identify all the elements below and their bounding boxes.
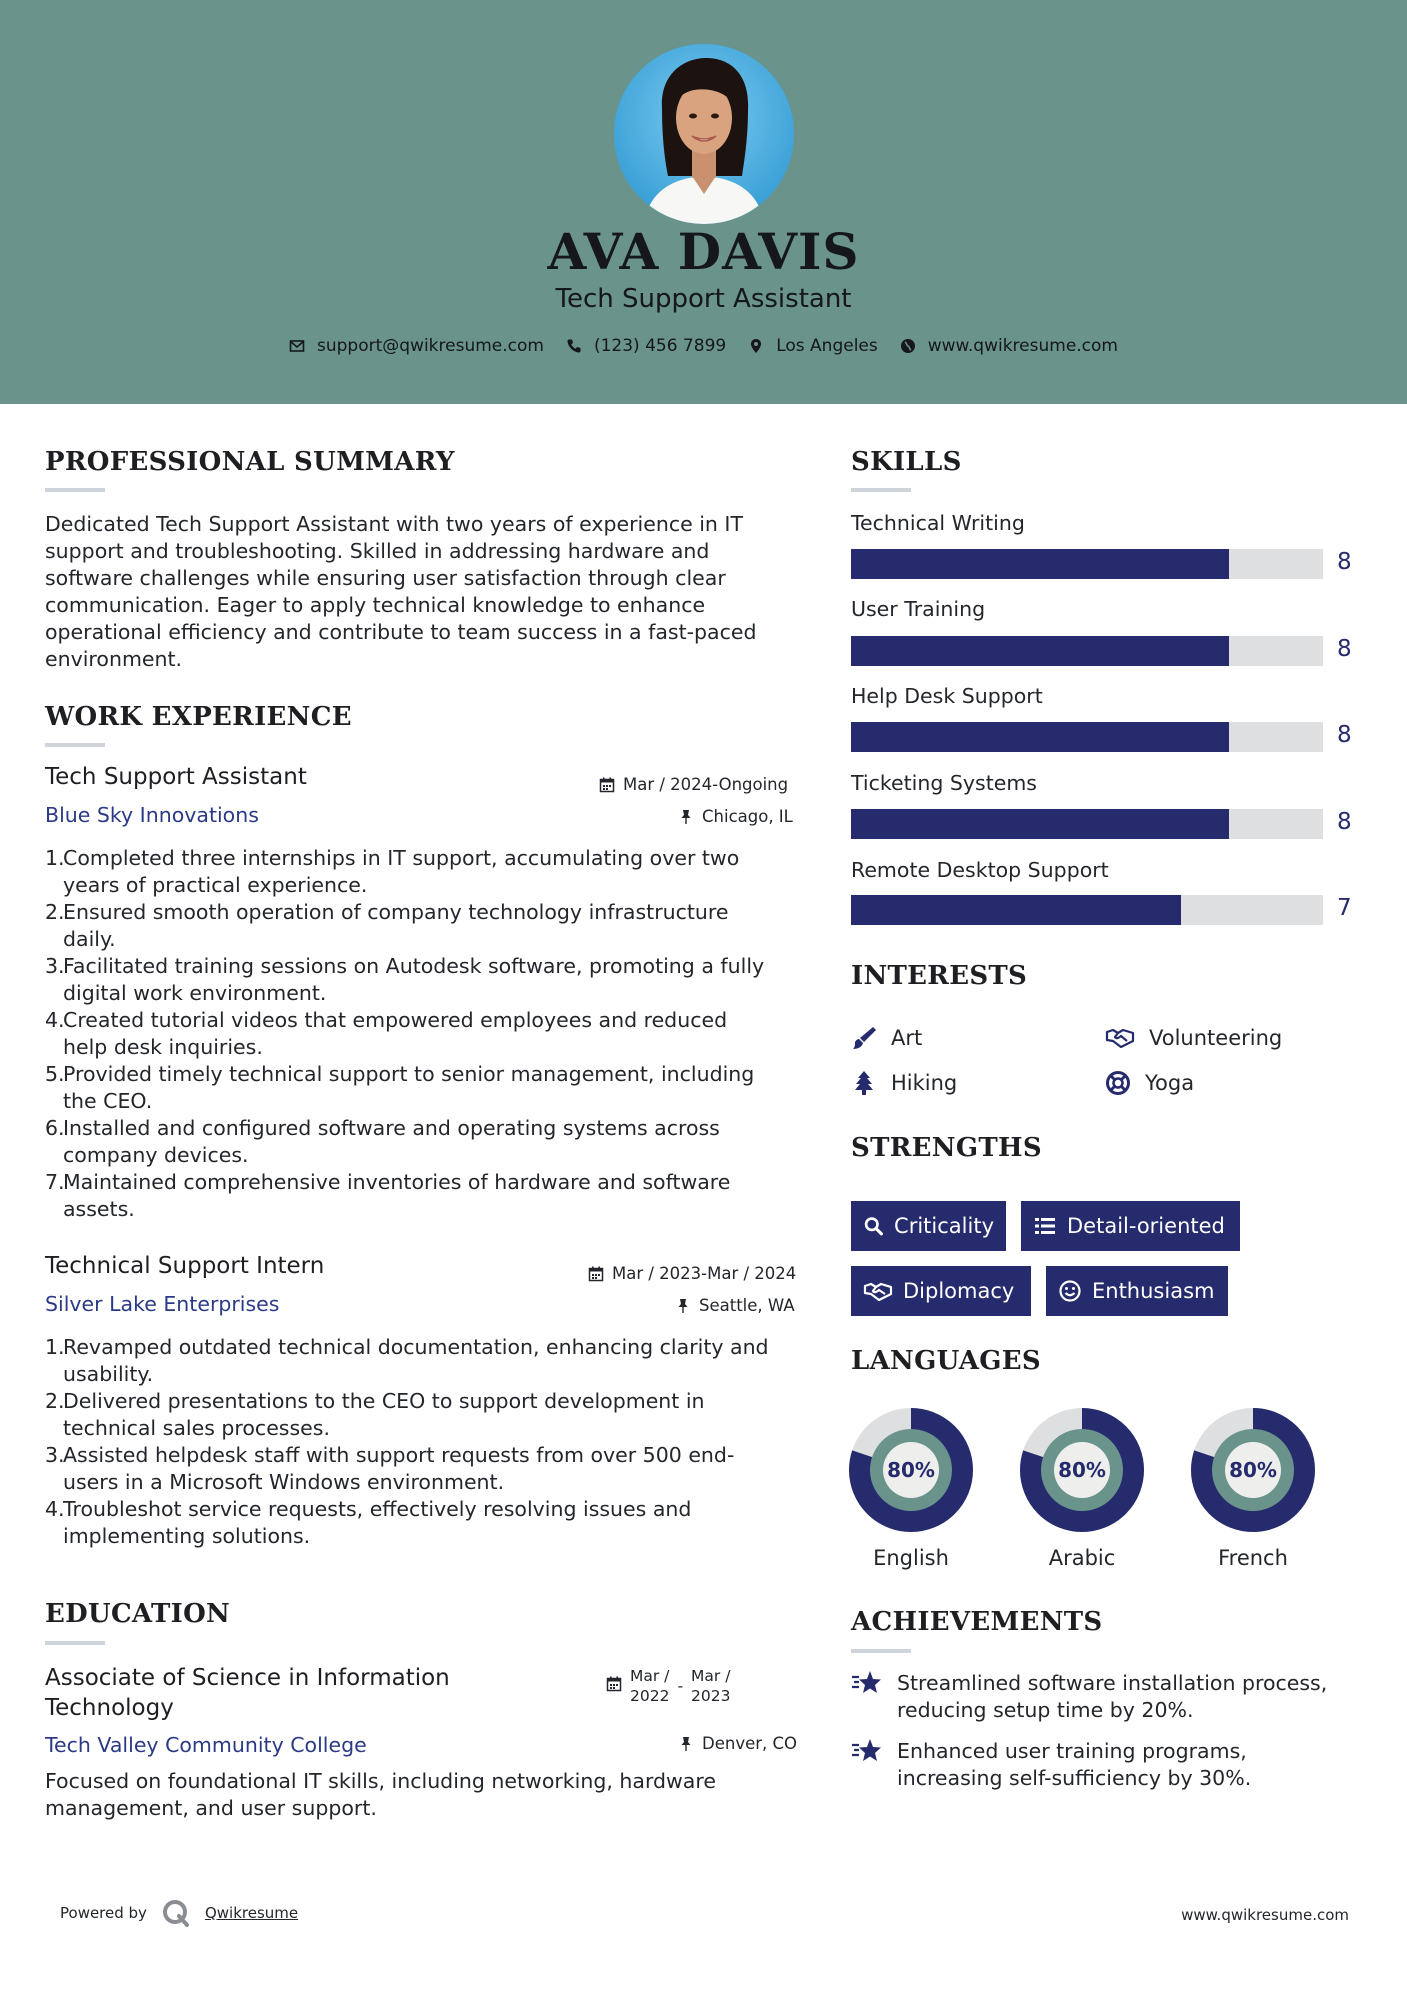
item-text: usability. [63, 1362, 154, 1386]
skill-bar [851, 895, 1323, 925]
star-award-icon [851, 1668, 883, 1698]
item-text: Installed and configured software and operating systems across [63, 1116, 720, 1140]
item-number: 5. [45, 1062, 65, 1086]
interest-yoga [1105, 1070, 1194, 1096]
powered-by [60, 1898, 298, 1928]
item-text: Facilitated training sessions on Autodesk software, promoting a fully [63, 954, 765, 978]
skill-name: Technical Writing [851, 511, 1025, 535]
skill-bar [851, 722, 1323, 752]
job-duties-list [45, 1334, 790, 1550]
job-date [599, 775, 788, 794]
job-location [675, 1296, 795, 1315]
header-banner [0, 0, 1407, 404]
smile-icon [1058, 1279, 1082, 1303]
item-text: users in a Microsoft Windows environment. [63, 1470, 505, 1494]
degree-line: Technology [45, 1695, 174, 1721]
skill-name: Ticketing Systems [851, 771, 1037, 795]
strength-label: Enthusiasm [1092, 1279, 1215, 1303]
skill-name: Help Desk Support [851, 684, 1043, 708]
item-text: digital work environment. [63, 981, 327, 1005]
skill-value: 8 [1337, 809, 1352, 835]
education-desc-line: Focused on foundational IT skills, including networking, hardware [45, 1769, 716, 1793]
start-date-line: 2022 [630, 1687, 670, 1705]
item-number: 6. [45, 1116, 65, 1140]
achievement-item [851, 1670, 1327, 1724]
item-text: Provided timely technical support to senior management, including [63, 1062, 755, 1086]
language-english [849, 1408, 973, 1570]
avatar [614, 44, 794, 224]
job-date-text: Mar / 2023-Mar / 2024 [612, 1264, 797, 1283]
language-name: French [1218, 1546, 1288, 1570]
strength-tag [851, 1266, 1031, 1316]
item-text: Created tutorial videos that empowered employees and reduced [63, 1008, 728, 1032]
list-item [45, 1061, 790, 1115]
envelope-icon [289, 338, 305, 354]
donut-label: 80% [1058, 1458, 1106, 1482]
skill-bar-fill [851, 549, 1229, 579]
item-text: years of practical experience. [63, 873, 368, 897]
item-text: Delivered presentations to the CEO to support development in [63, 1389, 705, 1413]
candidate-name: AVA DAVIS [547, 222, 860, 281]
list-item [45, 953, 790, 1007]
job-location [678, 807, 793, 826]
language-donut [1020, 1408, 1144, 1532]
item-number: 1. [45, 1335, 65, 1359]
education-divider [45, 1641, 105, 1645]
pushpin-icon [678, 809, 694, 825]
language-name: Arabic [1048, 1546, 1116, 1570]
item-text: implementing solutions. [63, 1524, 311, 1548]
qwikresume-logo-icon [161, 1898, 191, 1928]
language-donut [849, 1408, 973, 1532]
strength-label: Detail-oriented [1067, 1214, 1225, 1238]
skill-bar [851, 636, 1323, 666]
job-location-text: Chicago, IL [702, 807, 793, 826]
job-duties-list [45, 845, 790, 1223]
job-title: Technical Support Intern [45, 1253, 325, 1279]
list-item [45, 1334, 790, 1388]
summary-line: environment. [45, 647, 183, 671]
language-arabic [1020, 1408, 1144, 1570]
skill-name: Remote Desktop Support [851, 858, 1109, 882]
donut-label: 80% [1229, 1458, 1277, 1482]
strength-tag [1021, 1201, 1240, 1251]
strength-label: Criticality [894, 1214, 994, 1238]
interest-volunteering [1105, 1025, 1282, 1051]
skill-value: 8 [1337, 636, 1352, 662]
list-item [45, 1442, 790, 1496]
item-text: the CEO. [63, 1089, 153, 1113]
skill-bar-fill [851, 895, 1181, 925]
handshake-icon [863, 1279, 893, 1303]
skills-heading: SKILLS [851, 447, 962, 477]
list-item [45, 1496, 790, 1550]
skill-bar [851, 809, 1323, 839]
contact-phone[interactable] [566, 336, 726, 356]
education-location-text: Denver, CO [702, 1734, 798, 1753]
achievements-heading: ACHIEVEMENTS [851, 1607, 1103, 1637]
skill-bar-fill [851, 809, 1229, 839]
summary-line: operational efficiency and contribute to team success in a fast-paced [45, 620, 757, 644]
item-text: assets. [63, 1197, 135, 1221]
item-number: 7. [45, 1170, 65, 1194]
item-text: help desk inquiries. [63, 1035, 263, 1059]
company-name: Blue Sky Innovations [45, 803, 259, 827]
calendar-icon [588, 1266, 604, 1282]
date-dash: - [677, 1677, 684, 1695]
phone-icon [566, 338, 582, 354]
skill-value: 8 [1337, 549, 1352, 575]
achievement-line: increasing self-sufficiency by 30%. [897, 1766, 1252, 1790]
profile-photo [614, 44, 794, 224]
item-number: 1. [45, 846, 65, 870]
end-date-line: 2023 [691, 1687, 731, 1705]
qwikresume-link[interactable]: Qwikresume [204, 1904, 299, 1922]
strengths-heading: STRENGTHS [851, 1133, 1042, 1163]
list-item [45, 845, 790, 899]
item-text: technical sales processes. [63, 1416, 330, 1440]
language-donut [1191, 1408, 1315, 1532]
degree-line: Associate of Science in Information [45, 1665, 450, 1691]
map-pin-icon [748, 338, 764, 354]
summary-heading: PROFESSIONAL SUMMARY [45, 447, 455, 477]
footer-website[interactable]: www.qwikresume.com [1181, 1906, 1349, 1924]
experience-heading: WORK EXPERIENCE [45, 702, 352, 732]
item-text: Troubleshot service requests, effectively resolving issues and [63, 1497, 692, 1521]
job-date-text: Mar / 2024-Ongoing [623, 775, 789, 794]
achievement-text [897, 1670, 1327, 1724]
list-item [45, 1169, 790, 1223]
item-text: Maintained comprehensive inventories of hardware and software [63, 1170, 731, 1194]
item-text: Completed three internships in IT support, accumulating over two [63, 846, 740, 870]
skill-bar-fill [851, 722, 1229, 752]
item-text: Ensured smooth operation of company technology infrastructure [63, 900, 729, 924]
achievement-line: Streamlined software installation process, [897, 1671, 1328, 1695]
degree-title [45, 1663, 450, 1723]
summary-line: communication. Eager to apply technical knowledge to enhance [45, 593, 706, 617]
experience-divider [45, 743, 105, 747]
achievement-text [897, 1738, 1251, 1792]
strength-tag [1046, 1266, 1228, 1316]
handshake-icon [1105, 1025, 1135, 1051]
globe-icon [900, 338, 916, 354]
calendar-icon [599, 777, 615, 793]
language-french [1191, 1408, 1315, 1570]
list-item [45, 1388, 790, 1442]
interest-hiking [851, 1070, 957, 1096]
item-number: 3. [45, 954, 65, 978]
summary-divider [45, 488, 105, 492]
education-date [606, 1666, 731, 1706]
candidate-title: Tech Support Assistant [555, 284, 852, 314]
contact-location [748, 336, 878, 356]
skills-divider [851, 488, 911, 492]
strength-tag [851, 1201, 1006, 1251]
contact-email[interactable] [289, 336, 544, 356]
achievement-line: reducing setup time by 20%. [897, 1698, 1194, 1722]
star-award-icon [851, 1736, 883, 1766]
skill-value: 7 [1337, 895, 1352, 921]
achievements-divider [851, 1649, 911, 1653]
search-icon [863, 1214, 884, 1238]
achievement-item [851, 1738, 1251, 1792]
start-date [630, 1666, 669, 1706]
skill-value: 8 [1337, 722, 1352, 748]
list-item [45, 899, 790, 953]
job-location-text: Seattle, WA [699, 1296, 795, 1315]
list-item [45, 1115, 790, 1169]
powered-by-label: Powered by [60, 1904, 147, 1922]
tree-icon [851, 1070, 877, 1096]
summary-line: support and troubleshooting. Skilled in addressing hardware and [45, 539, 710, 563]
email-text: support@qwikresume.com [317, 336, 544, 356]
achievement-line: Enhanced user training programs, [897, 1739, 1247, 1763]
skill-bar [851, 549, 1323, 579]
start-date-line: Mar / [630, 1667, 670, 1685]
skill-bar-fill [851, 636, 1229, 666]
education-location [678, 1734, 797, 1753]
interest-art [851, 1025, 922, 1051]
interests-heading: INTERESTS [851, 961, 1028, 991]
job-title: Tech Support Assistant [45, 764, 307, 790]
strength-label: Diplomacy [903, 1279, 1015, 1303]
item-text: Assisted helpdesk staff with support requests from over 500 end- [63, 1443, 735, 1467]
item-number: 2. [45, 900, 65, 924]
website-text: www.qwikresume.com [927, 336, 1118, 356]
item-text: daily. [63, 927, 116, 951]
end-date [691, 1666, 730, 1706]
phone-text: (123) 456 7899 [593, 336, 727, 356]
contact-website[interactable] [900, 336, 1118, 356]
item-number: 3. [45, 1443, 65, 1467]
interest-label: Volunteering [1149, 1026, 1283, 1050]
item-text: Revamped outdated technical documentation, enhancing clarity and [63, 1335, 769, 1359]
summary-line: software challenges while ensuring user satisfaction through clear [45, 566, 726, 590]
summary-text [45, 511, 785, 673]
job-date [588, 1264, 796, 1283]
education-description [45, 1768, 790, 1822]
language-name: English [873, 1546, 949, 1570]
education-desc-line: management, and user support. [45, 1796, 377, 1820]
donut-label: 80% [887, 1458, 935, 1482]
end-date-line: Mar / [691, 1667, 731, 1685]
education-heading: EDUCATION [45, 1599, 231, 1629]
calendar-icon [606, 1676, 622, 1692]
item-number: 4. [45, 1008, 65, 1032]
interest-label: Yoga [1145, 1071, 1195, 1095]
contact-row [0, 336, 1407, 356]
item-number: 2. [45, 1389, 65, 1413]
interest-label: Art [891, 1026, 923, 1050]
location-text: Los Angeles [776, 336, 878, 356]
company-name: Silver Lake Enterprises [45, 1292, 280, 1316]
pushpin-icon [678, 1736, 694, 1752]
item-text: company devices. [63, 1143, 249, 1167]
skill-name: User Training [851, 597, 986, 621]
languages-heading: LANGUAGES [851, 1346, 1041, 1376]
summary-line: Dedicated Tech Support Assistant with two years of experience in IT [45, 512, 744, 536]
lifering-icon [1105, 1070, 1131, 1096]
school-name: Tech Valley Community College [45, 1733, 367, 1757]
interest-label: Hiking [891, 1071, 958, 1095]
item-number: 4. [45, 1497, 65, 1521]
paintbrush-icon [851, 1025, 877, 1051]
list-icon [1033, 1214, 1057, 1238]
list-item [45, 1007, 790, 1061]
pushpin-icon [675, 1298, 691, 1314]
